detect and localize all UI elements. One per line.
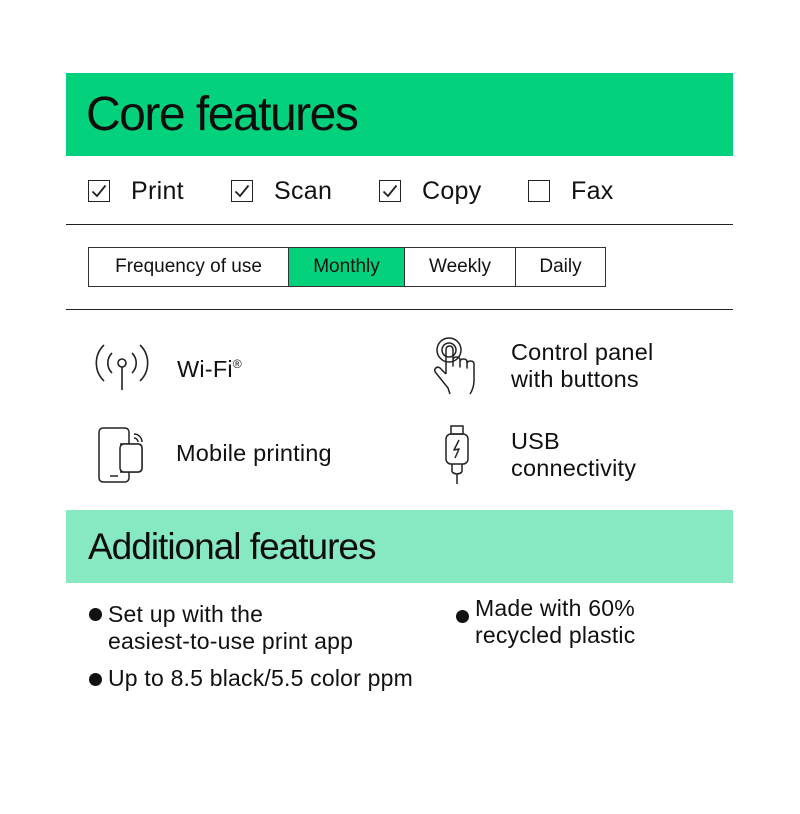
bullet-speed [108, 665, 413, 692]
scan-checkbox [231, 180, 253, 202]
frequency-daily: Daily [539, 256, 582, 277]
bullet-recycled-line-1: Made with 60% [475, 595, 635, 621]
frequency-of-use-table [88, 247, 606, 287]
check-label-copy: Copy [422, 176, 482, 205]
check-label-fax: Fax [571, 176, 614, 205]
check-label-scan: Scan [274, 176, 333, 205]
check-item-scan [231, 176, 332, 206]
check-item-copy [379, 176, 482, 206]
checkmark-icon [382, 184, 398, 198]
mobile-printing-icon [96, 424, 150, 489]
bullet-setup-line-1: Set up with the [108, 601, 264, 627]
core-features-title: Core features [86, 88, 358, 141]
feature-usb-label [511, 428, 636, 482]
bullet-dot [89, 608, 102, 621]
frequency-weekly: Weekly [405, 248, 516, 286]
check-item-fax [528, 176, 614, 206]
divider [66, 224, 733, 225]
bullet-speed-line-1: Up to 8.5 black/5.5 color ppm [108, 665, 413, 691]
feature-control-panel-line-2: with buttons [511, 366, 639, 392]
bullet-setup [108, 601, 353, 655]
wifi-icon [90, 340, 154, 399]
checkmark-icon [234, 184, 250, 198]
additional-features-title: Additional features [88, 526, 376, 567]
frequency-label: Frequency of use [89, 248, 289, 286]
bullet-recycled-line-2: recycled plastic [475, 622, 636, 648]
check-label-print: Print [131, 176, 184, 205]
feature-control-panel-line-1: Control panel [511, 339, 654, 365]
checkmark-icon [91, 184, 107, 198]
feature-mobile-printing-label: Mobile printing [176, 440, 332, 466]
additional-features-header [66, 510, 733, 583]
bullet-dot [89, 673, 102, 686]
feature-usb-line-1: USB [511, 428, 560, 454]
core-features-header [66, 73, 733, 156]
bullet-dot [456, 610, 469, 623]
bullet-setup-line-2: easiest-to-use print app [108, 628, 354, 654]
fax-checkbox [528, 180, 550, 202]
feature-wifi-label: Wi-Fi® [177, 355, 242, 382]
print-checkbox [88, 180, 110, 202]
usb-icon [442, 424, 472, 491]
bullet-recycled [475, 595, 635, 649]
copy-checkbox [379, 180, 401, 202]
registered-mark: ® [232, 357, 242, 371]
frequency-monthly: Monthly [289, 248, 405, 286]
check-item-print [88, 176, 184, 206]
touch-hand-icon [432, 336, 482, 403]
feature-control-panel-label [511, 339, 653, 393]
feature-usb-line-2: connectivity [511, 455, 637, 481]
divider [66, 309, 733, 310]
